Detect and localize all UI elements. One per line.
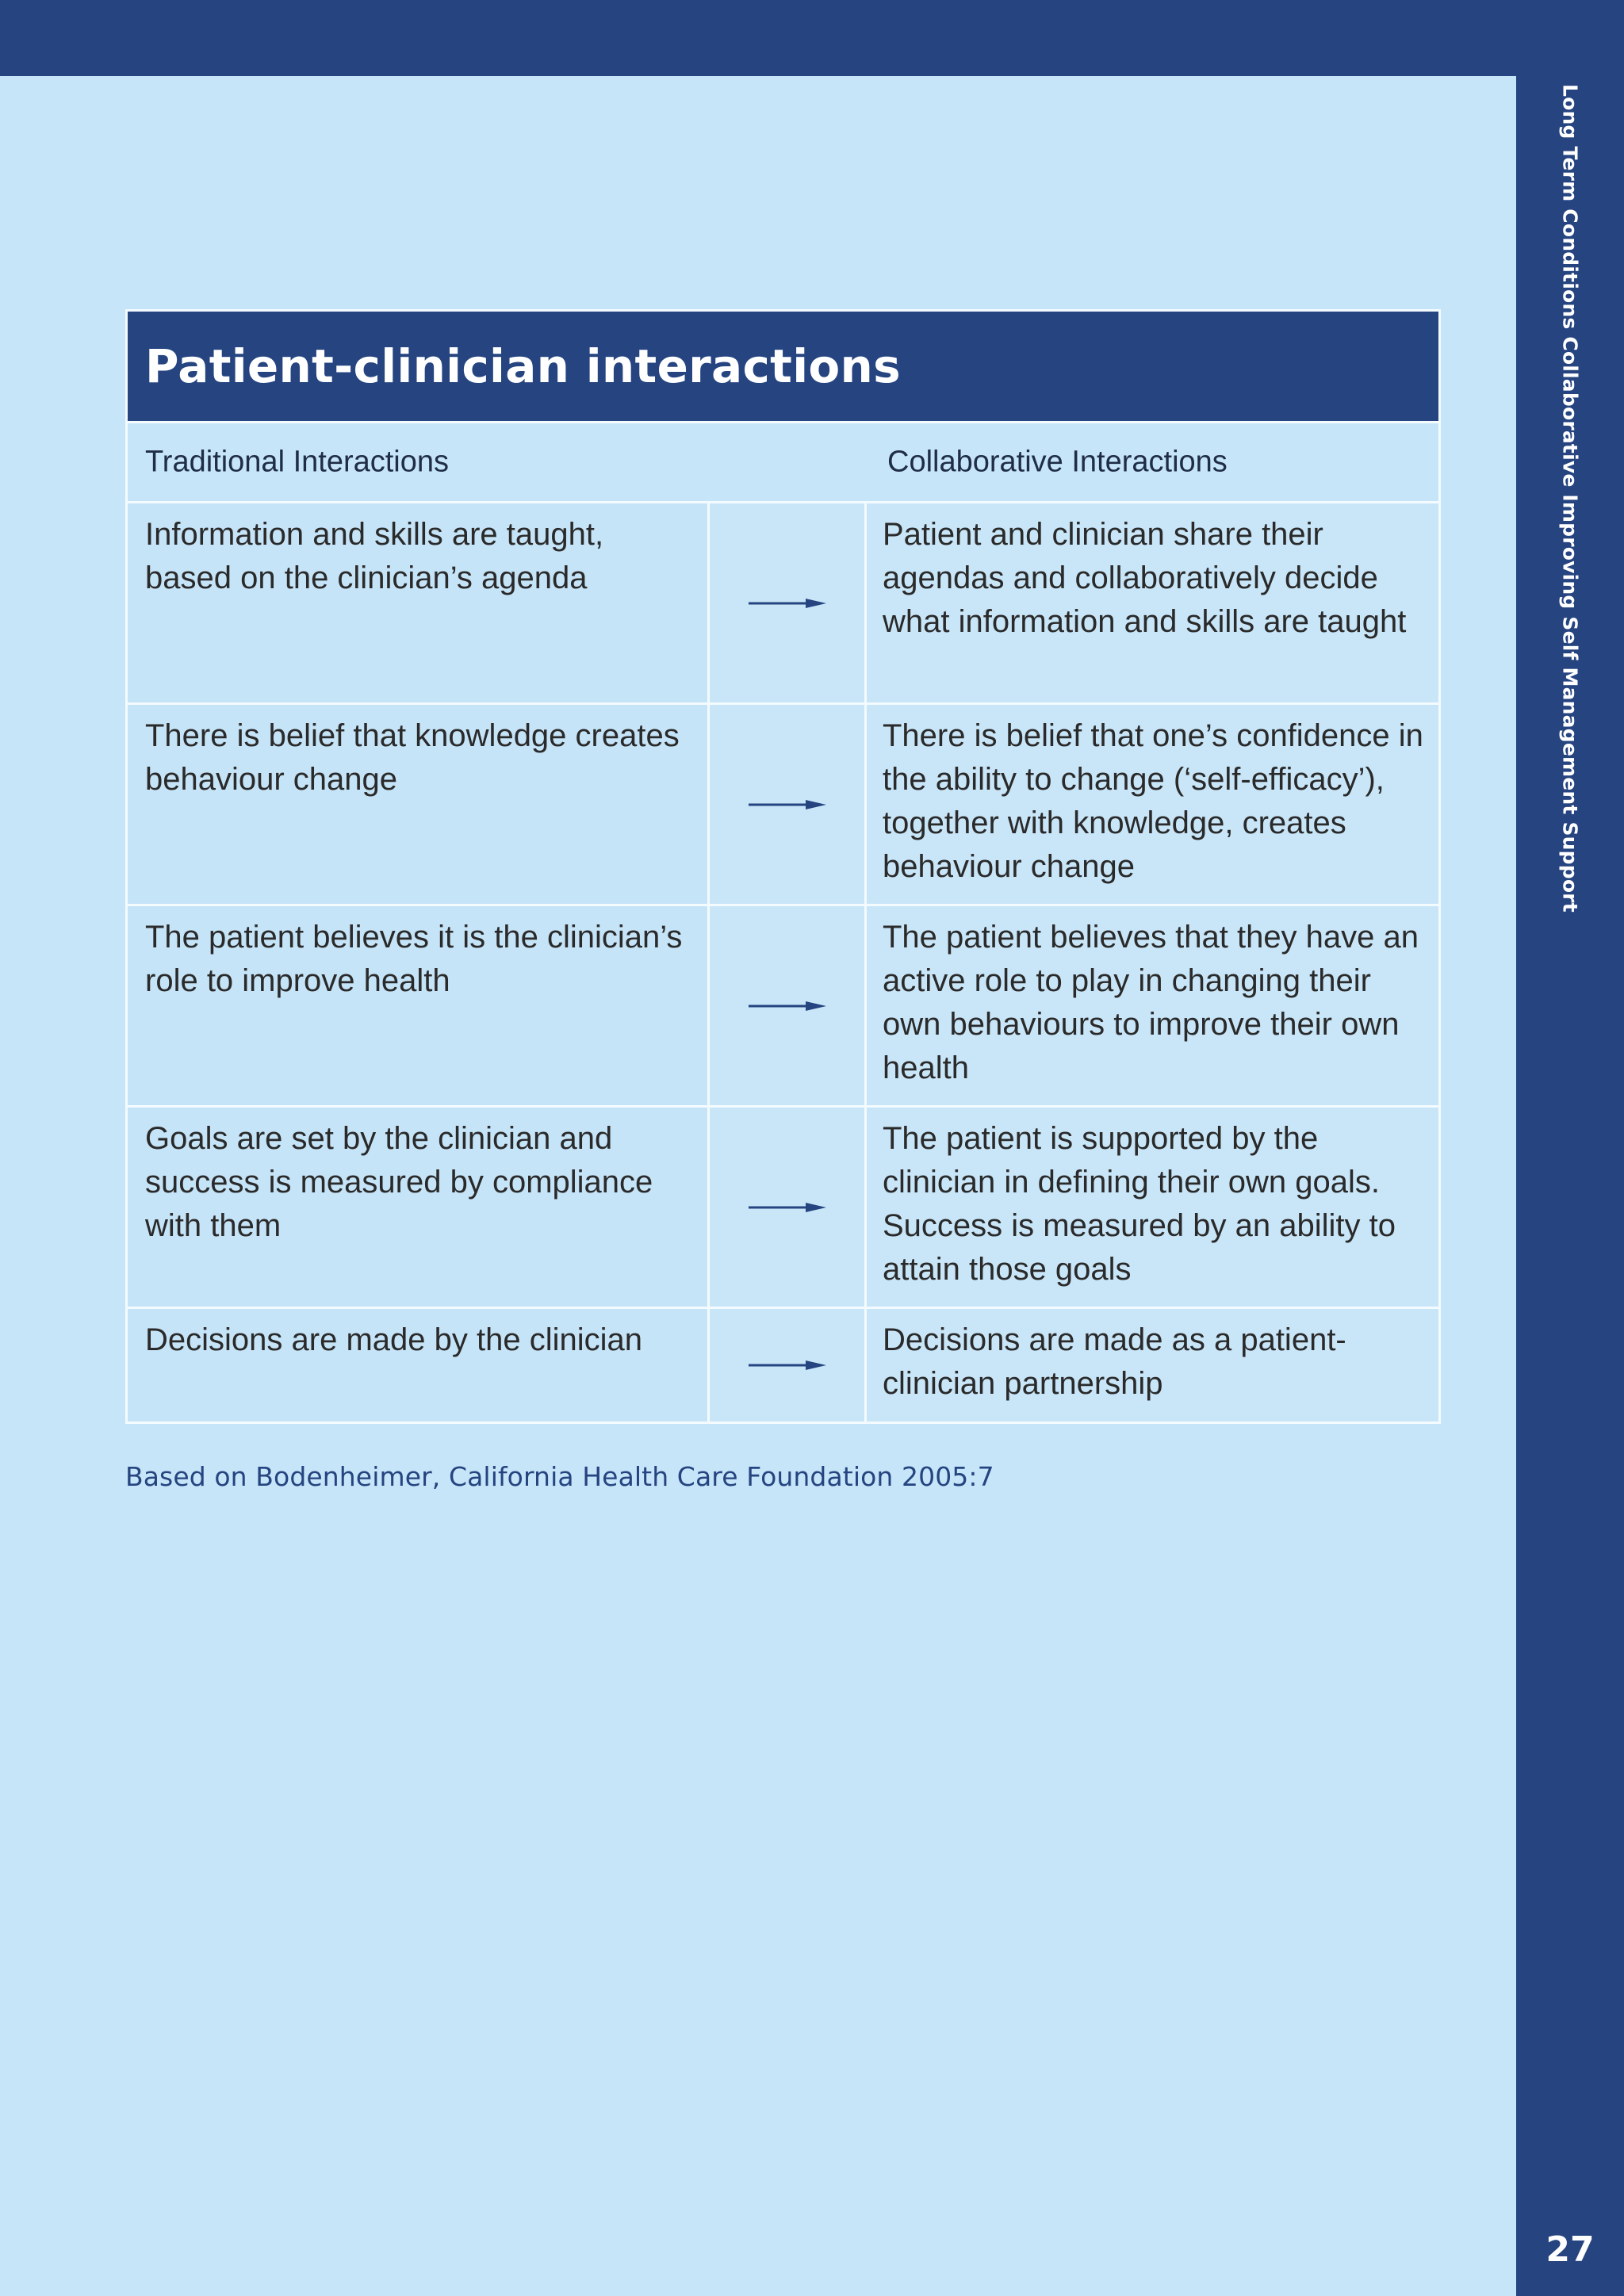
collaborative-cell: There is belief that one’s confidence in the ability to change (‘self-efficacy’), together with knowledge, creates behaviour change: [866, 704, 1440, 905]
source-note: Based on Bodenheimer, California Health Care Foundation 2005:7: [125, 1461, 994, 1492]
arrow-cell: [709, 905, 866, 1107]
right-arrow-icon: [749, 596, 826, 610]
header-collaborative: Collaborative Interactions: [887, 445, 1228, 479]
right-arrow-icon: [749, 1200, 826, 1215]
collaborative-cell: Patient and clinician share their agendas and collaboratively decide what information and skills are taught: [866, 503, 1440, 704]
table-header: [127, 423, 1440, 503]
table-row: [127, 704, 1440, 905]
table-header-row: [127, 423, 1440, 503]
traditional-cell: There is belief that knowledge creates behaviour change: [127, 704, 709, 905]
collaborative-cell: The patient believes that they have an active role to play in changing their own behaviours to improve their own health: [866, 905, 1440, 1107]
right-arrow-icon: [749, 798, 826, 812]
arrow-cell: [709, 1107, 866, 1308]
header-traditional: Traditional Interactions: [145, 445, 450, 479]
right-arrow-icon: [749, 1358, 826, 1372]
table-title: Patient-clinician interactions: [127, 311, 1440, 423]
top-banner: [0, 0, 1516, 76]
table-row: [127, 1107, 1440, 1308]
interactions-table: [125, 309, 1441, 1424]
traditional-cell: Information and skills are taught, based on the clinician’s agenda: [127, 503, 709, 704]
table-row: [127, 503, 1440, 704]
running-title: Long Term Conditions Collaborative Improving Self Management Support: [1558, 84, 1582, 913]
collaborative-cell: Decisions are made as a patient-clinician partnership: [866, 1308, 1440, 1423]
page-number: 27: [1545, 2229, 1595, 2270]
table-row: [127, 905, 1440, 1107]
traditional-cell: Goals are set by the clinician and success is measured by compliance with them: [127, 1107, 709, 1308]
right-arrow-icon: [749, 999, 826, 1013]
collaborative-cell: The patient is supported by the clinician in defining their own goals. Success is measured by an ability to attain those goals: [866, 1107, 1440, 1308]
table-row: [127, 1308, 1440, 1423]
traditional-cell: Decisions are made by the clinician: [127, 1308, 709, 1423]
arrow-cell: [709, 704, 866, 905]
arrow-cell: [709, 503, 866, 704]
table-title-row: [127, 311, 1440, 423]
arrow-cell: [709, 1308, 866, 1423]
traditional-cell: The patient believes it is the clinician’s role to improve health: [127, 905, 709, 1107]
